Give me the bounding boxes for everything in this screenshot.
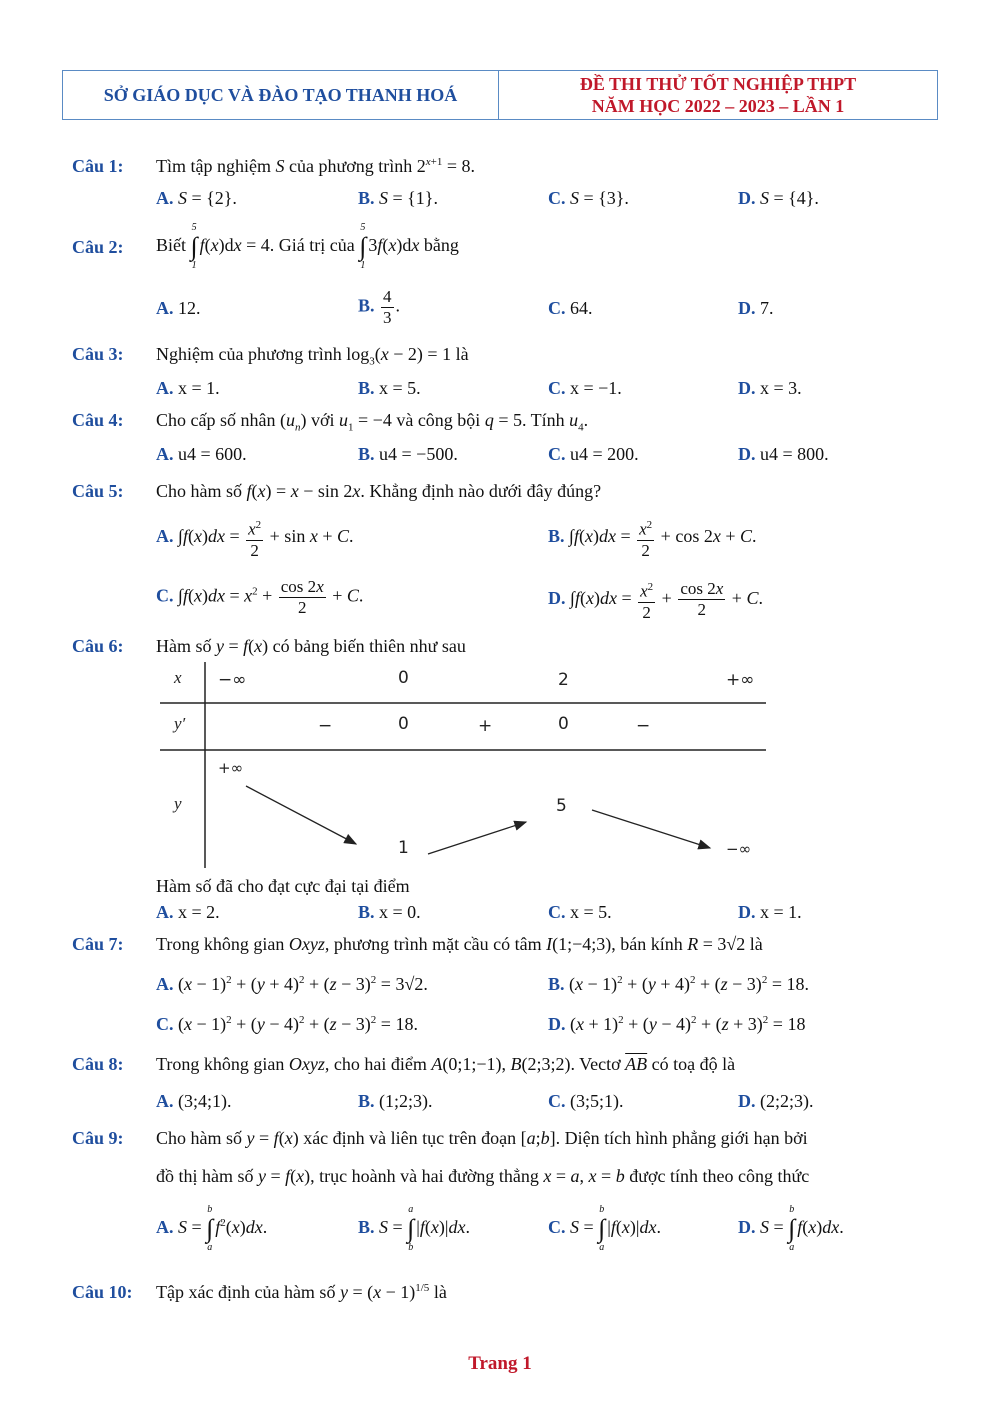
- question-7-stem: Trong không gian Oxyz, phương trình mặt cầu có tâm I(1;−4;3), bán kính R = 3√2 là: [156, 934, 763, 954]
- question-5-stem: Cho hàm số f(x) = x − sin 2x. Khẳng định nào dưới đây đúng?: [156, 481, 602, 501]
- question-7-option-c: C. $(x - 1)^2 + (y - 4)^2 + (z - 3)^2 = 18$.: [156, 1014, 418, 1034]
- question-4-option-a: A. u4 = 600.: [156, 444, 247, 464]
- question-6-after-text: Hàm số đã cho đạt cực đại tại điểm: [156, 876, 410, 896]
- yp-sign-5: −: [636, 716, 651, 736]
- question-2-option-d: D. 7.: [738, 298, 774, 318]
- question-4-label: Câu 4:: [72, 410, 124, 430]
- question-2-option-b: B. $\frac{4}{3}$ .: [358, 287, 401, 327]
- yp-sign-4: 0: [558, 714, 569, 734]
- question-5-label: Câu 5:: [72, 481, 124, 501]
- y-value-neg-inf: −∞: [726, 840, 752, 858]
- question-8-option-d: D. (2;2;3).: [738, 1091, 814, 1111]
- question-7-option-d: D. $(x + 1)^2 + (y - 4)^2 + (z + 3)^2 = 18$: [548, 1014, 806, 1034]
- question-2-label: Câu 2:: [72, 237, 124, 257]
- table-y-label: y: [174, 794, 182, 813]
- table-yp-label: y′: [174, 714, 186, 733]
- variation-table: [160, 662, 766, 868]
- yp-sign-3: +: [478, 716, 493, 736]
- increase-arrow: [428, 822, 526, 854]
- question-2-option-a: A. 12.: [156, 298, 201, 318]
- question-1-option-b: B. S = {1}.: [358, 188, 438, 208]
- question-3-label: Câu 3:: [72, 344, 124, 364]
- page-number: Trang 1: [468, 1353, 532, 1374]
- exam-title: [499, 71, 937, 119]
- question-7-option-b: B. $(x - 1)^2 + (y + 4)^2 + (z - 3)^2 = 18$.: [548, 974, 809, 994]
- x-value-0: 0: [398, 668, 409, 688]
- decrease-arrow-1: [246, 786, 356, 844]
- question-1-label: Câu 1:: [72, 156, 124, 176]
- question-5-option-a: A. ∫f(x)dx = $\frac{x^2}{2}$ + sin x + C.: [156, 515, 354, 561]
- question-8-label: Câu 8:: [72, 1054, 124, 1074]
- question-3-option-b: B. x = 5.: [358, 378, 421, 398]
- question-3-option-a: A. x = 1.: [156, 378, 220, 398]
- table-x-label: x: [174, 668, 182, 687]
- variation-table-lines: [160, 662, 766, 868]
- question-9-stem-line2: đồ thị hàm số y = f(x), trục hoành và hai đường thẳng x = a, x = b được tính theo công thức: [156, 1166, 810, 1186]
- x-value-pos-inf: +∞: [726, 670, 755, 690]
- question-9-option-d: D. S = b ∫ a f(x)dx.: [738, 1204, 844, 1253]
- question-2-stem: Biết 5 ∫ 1 f(x)dx = 4. Giá trị của 5 ∫ 1 3f(x)dx bằng: [156, 222, 459, 271]
- question-4-option-b: B. u4 = −500.: [358, 444, 458, 464]
- question-2-option-c: C. 64.: [548, 298, 593, 318]
- question-6-option-c: C. x = 5.: [548, 902, 612, 922]
- question-5-option-d: D. ∫f(x)dx = $\frac{x^2}{2}$ + $\frac{\cos 2x}{2}$ + C.: [548, 577, 763, 623]
- yp-sign-1: −: [318, 716, 333, 736]
- question-3-option-c: C. x = −1.: [548, 378, 622, 398]
- yp-sign-2: 0: [398, 714, 409, 734]
- question-5-option-b: B. ∫f(x)dx = $\frac{x^2}{2}$ + cos 2x + C.: [548, 515, 757, 561]
- question-1-option-c: C. S = {3}.: [548, 188, 629, 208]
- question-5-option-c: C. $\int f(x)dx = x^2$ + $\frac{\cos 2x}{2}$ + C.: [156, 577, 364, 617]
- question-4-option-d: D. u4 = 800.: [738, 444, 829, 464]
- question-3-option-d: D. x = 3.: [738, 378, 802, 398]
- question-6-stem: Hàm số y = f(x) có bảng biến thiên như sau: [156, 636, 466, 656]
- exam-header: [62, 70, 938, 120]
- question-6-label: Câu 6:: [72, 636, 124, 656]
- question-1-option-d: D. S = {4}.: [738, 188, 819, 208]
- question-7-option-a: A. $(x - 1)^2 + (y + 4)^2 + (z - 3)^2 = 3√2$.: [156, 974, 428, 994]
- question-9-label: Câu 9:: [72, 1128, 124, 1148]
- question-7-label: Câu 7:: [72, 934, 124, 954]
- question-1-option-a-text: S = {2}.: [178, 188, 237, 208]
- question-10-label: Câu 10:: [72, 1282, 133, 1302]
- question-4-option-c: C. u4 = 200.: [548, 444, 639, 464]
- question-8-option-c: C. (3;5;1).: [548, 1091, 624, 1111]
- question-9-option-c: C. S = b ∫ a |f(x)|dx.: [548, 1204, 662, 1253]
- question-3-stem: Nghiệm của phương trình $\log_3(x - 2) = 1$ là: [156, 344, 469, 368]
- x-value-2: 2: [558, 670, 569, 690]
- question-9-option-a: A. S = b ∫ a $f^2(x)dx$.: [156, 1204, 268, 1253]
- y-value-1: 1: [398, 838, 409, 858]
- question-6-option-a: A. x = 2.: [156, 902, 220, 922]
- question-1-option-a: A. S = {2}.: [156, 188, 237, 208]
- department-name: SỞ GIÁO DỤC VÀ ĐÀO TẠO THANH HOÁ: [63, 71, 499, 119]
- exam-title-line2: NĂM HỌC 2022 – 2023 – LẦN 1: [591, 96, 845, 116]
- question-10-stem: Tập xác định của hàm số $y = (x - 1)^{1/5}$ là: [156, 1282, 447, 1302]
- y-value-5: 5: [556, 796, 567, 816]
- question-8-stem: Trong không gian Oxyz, cho hai điểm A(0;1;−1), B(2;3;2). Vectơ $\overline{AB}$ có toạ độ là: [156, 1054, 736, 1074]
- question-8-option-a: A. (3;4;1).: [156, 1091, 232, 1111]
- exam-title-line1: ĐỀ THI THỬ TỐT NGHIỆP THPT: [579, 74, 857, 94]
- y-value-pos-inf: +∞: [218, 759, 244, 777]
- question-1-stem: Tìm tập nghiệm S của phương trình $2^{x+1} = 8$.: [156, 156, 475, 176]
- question-9-option-b: B. S = a ∫ b |f(x)|dx.: [358, 1204, 471, 1253]
- question-6-option-b: B. x = 0.: [358, 902, 421, 922]
- decrease-arrow-2: [592, 810, 710, 848]
- question-4-stem: Cho cấp số nhân $(u_n)$ với $u_1 = -4$ và công bội q = 5. Tính $u_4$.: [156, 410, 589, 434]
- question-9-stem: Cho hàm số y = f(x) xác định và liên tục trên đoạn [a;b]. Diện tích hình phẳng giới hạn bởi: [156, 1128, 808, 1148]
- question-6-option-d: D. x = 1.: [738, 902, 802, 922]
- x-value-neg-inf: −∞: [218, 670, 247, 690]
- question-8-option-b: B. (1;2;3).: [358, 1091, 433, 1111]
